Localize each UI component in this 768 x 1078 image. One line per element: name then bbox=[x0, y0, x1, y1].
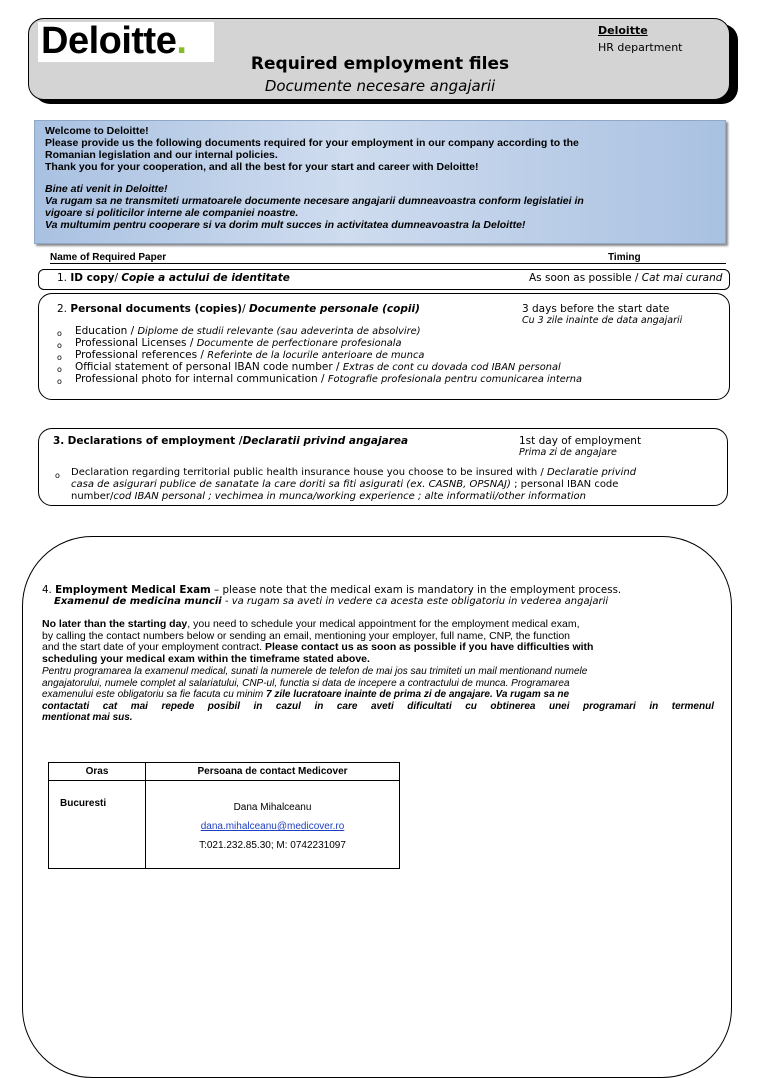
section-title: ID copy bbox=[70, 272, 115, 284]
section-number: 3. bbox=[53, 435, 65, 447]
welcome-line: Thank you for your cooperation, and all the best for your start and career with Deloitte! bbox=[45, 161, 479, 173]
list-item: Professional Licenses / Documente de perfectionare profesionala bbox=[75, 337, 402, 349]
column-header-timing: Timing bbox=[608, 252, 641, 263]
list-item-line: Declaration regarding territorial public health insurance house you choose to be insured with / Declaratie privind bbox=[71, 467, 637, 478]
table-cell-contact bbox=[146, 781, 400, 869]
section-timing-ro: Cat mai curand bbox=[641, 272, 723, 284]
table-cell-city: Bucuresti bbox=[49, 781, 146, 869]
section-declarations bbox=[38, 428, 728, 506]
contact-phone: T:021.232.85.30; M: 0742231097 bbox=[199, 840, 346, 851]
bullet-icon: o bbox=[57, 365, 62, 374]
separator: / bbox=[242, 303, 246, 315]
section-timing: 3 days before the start date bbox=[522, 303, 670, 315]
section-number: 2. bbox=[57, 303, 68, 315]
table-header-city: Oras bbox=[49, 763, 146, 781]
column-header-rule bbox=[50, 263, 726, 264]
welcome-line-ro: vigoare si politicilor interne ale companiei noastre. bbox=[45, 207, 299, 219]
welcome-line: Welcome to Deloitte! bbox=[45, 125, 149, 137]
section-4-title: 4. Employment Medical Exam – please note that the medical exam is mandatory in the employment process. bbox=[42, 584, 622, 596]
welcome-line-ro: Va rugam sa ne transmiteti urmatoarele documente necesare angajarii dumneavoastra conform legislatiei in bbox=[45, 195, 584, 207]
list-item-line: number/cod IBAN personal ; vechimea in munca/working experience ; alte informatii/other information bbox=[71, 491, 586, 502]
list-item: Official statement of personal IBAN code number / Extras de cont cu dovada cod IBAN personal bbox=[75, 361, 561, 373]
section-timing: 1st day of employment bbox=[519, 435, 642, 447]
instructions-ro: Pentru programarea la examenul medical, sunati la numerele de telefon de mai jos sau trimiteti un mail mentionand numele angajatorului, numele complet al salariatului, CNP-ul, functia si data de incepere a contractului de munca. Programarea examenului este obligatoriu sa fie facuta cu minim 7 zile lucratoare inainte de prima zi de angajare. Va rugam sa ne contactati cat mai repede posibil in cazul in care aveti dificultati cu obtinerea unei programari in termenul mentionat mai sus. bbox=[42, 666, 714, 723]
list-item-line: casa de asigurari publice de sanatate la care doriti sa fiti asigurati (ex. CASNB, OPSNAJ) ; personal IBAN code bbox=[71, 479, 619, 490]
list-item: Professional references / Referinte de la locurile anterioare de munca bbox=[75, 349, 425, 361]
section-id-copy bbox=[38, 269, 730, 290]
section-title-ro: Documente personale (copii) bbox=[248, 303, 420, 315]
welcome-line-ro: Va multumim pentru cooperare si va dorim mult succes in activitatea dumneavoastra la Deloitte! bbox=[45, 219, 526, 231]
deloitte-logo: Deloitte. bbox=[38, 22, 214, 62]
bullet-icon: o bbox=[57, 329, 62, 338]
company-name: Deloitte bbox=[598, 24, 648, 37]
bullet-icon: o bbox=[57, 377, 62, 386]
section-number: 1. bbox=[57, 272, 68, 284]
bullet-icon: o bbox=[57, 341, 62, 350]
section-title: Personal documents (copies) bbox=[70, 303, 243, 315]
column-header-name: Name of Required Paper bbox=[50, 252, 167, 263]
contact-name: Dana Mihalceanu bbox=[233, 802, 312, 813]
list-item: Professional photo for internal communication / Fotografie profesionala pentru comunicarea interna bbox=[75, 373, 582, 385]
table-header-contact: Persoana de contact Medicover bbox=[146, 763, 400, 781]
bullet-icon: o bbox=[57, 353, 62, 362]
section-timing-ro: Cu 3 zile inainte de data angajarii bbox=[522, 315, 683, 326]
separator: / bbox=[114, 272, 118, 284]
welcome-box bbox=[34, 120, 726, 244]
contact-table bbox=[48, 762, 400, 869]
section-timing: As soon as possible / bbox=[529, 272, 639, 284]
department-name: HR department bbox=[598, 41, 683, 54]
welcome-line: Romanian legislation and our internal policies. bbox=[45, 149, 278, 161]
instructions-en: No later than the starting day, you need to schedule your medical appointment for the employment medical exam, by calling the contact numbers below or sending an email, mentioning your employer, full name, CNP, the function and the start date of your employment contract. Please contact us as soon as possible if you have difficulties with scheduling your medical exam within the timeframe stated above. bbox=[42, 618, 594, 665]
table-row bbox=[49, 781, 400, 869]
section-title-ro: Declaratii privind angajarea bbox=[242, 435, 409, 447]
contact-email-link[interactable]: dana.mihalceanu@medicover.ro bbox=[200, 821, 345, 832]
page-title: Required employment files bbox=[250, 54, 510, 74]
welcome-line: Please provide us the following documents required for your employment in our company according to the bbox=[45, 137, 579, 149]
section-title: Declarations of employment / bbox=[67, 435, 243, 447]
section-personal-documents bbox=[38, 293, 730, 400]
list-item: Education / Diplome de studii relevante (sau adeverinta de absolvire) bbox=[75, 325, 421, 337]
section-title-ro: Copie a actului de identitate bbox=[121, 272, 290, 284]
table-header-row bbox=[49, 763, 400, 781]
section-4-title-ro: Examenul de medicina muncii - va rugam sa aveti in vedere ca acesta este obligatoriu in vederea angajarii bbox=[54, 596, 609, 607]
section-timing-ro: Prima zi de angajare bbox=[519, 447, 617, 458]
page-subtitle: Documente necesare angajarii bbox=[264, 77, 496, 95]
bullet-icon: o bbox=[55, 471, 60, 480]
welcome-line-ro: Bine ati venit in Deloitte! bbox=[45, 183, 168, 195]
